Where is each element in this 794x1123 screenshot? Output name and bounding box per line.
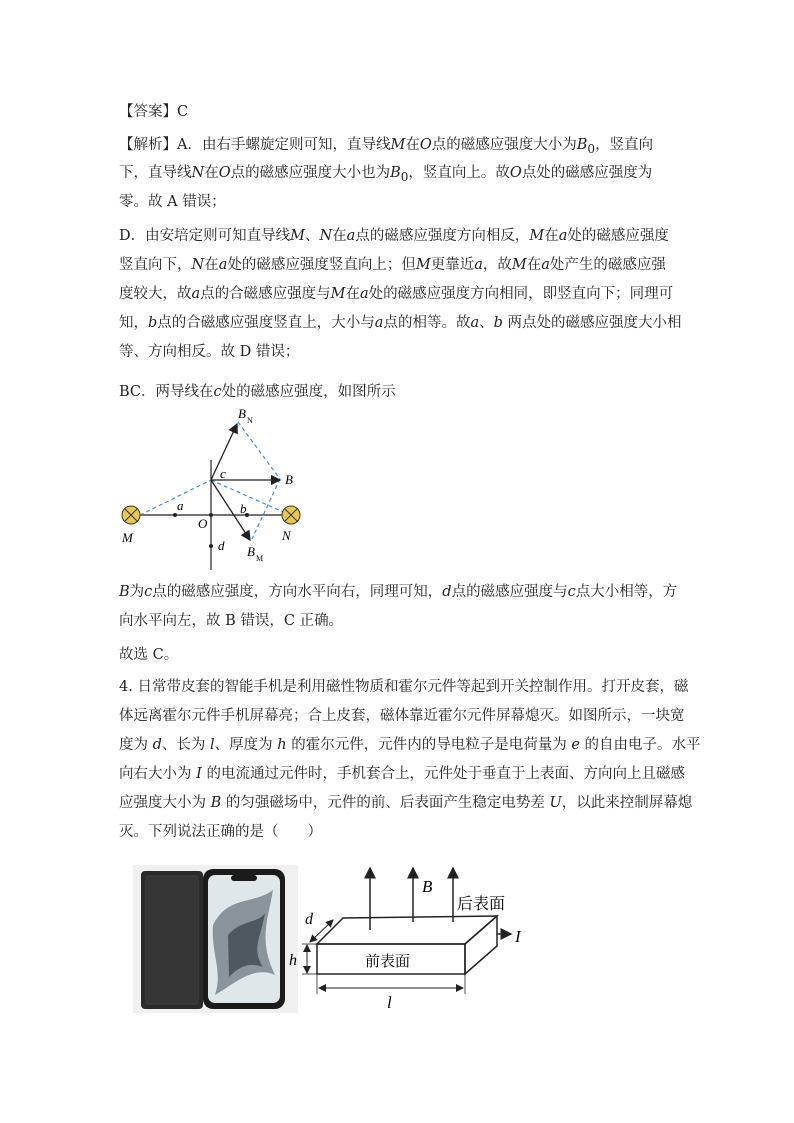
var: a — [541, 257, 550, 273]
label-b-point: b — [240, 501, 247, 516]
text: 更靠近 — [430, 257, 475, 273]
analysis-d-line3 — [119, 284, 673, 304]
text: BC．两导线在 — [119, 384, 214, 400]
text: 度为 — [119, 737, 153, 753]
var: O — [218, 165, 231, 181]
label-m: M — [122, 530, 133, 545]
label-B: B — [422, 877, 433, 896]
label-n: N — [282, 528, 291, 543]
var: e — [571, 737, 580, 753]
label-h: h — [289, 952, 297, 969]
wire-m-icon — [122, 506, 140, 524]
var: M — [415, 257, 431, 273]
text: 、 — [479, 315, 494, 331]
answer-label: 【答案】 — [119, 104, 177, 120]
var: a — [474, 257, 483, 273]
text: 点的相等。故 — [383, 315, 471, 331]
sub: 0 — [400, 169, 409, 184]
var: b — [493, 315, 503, 331]
var: U — [549, 795, 562, 811]
text: 下，直导线 — [119, 165, 192, 181]
label-bm: B — [247, 544, 255, 559]
question-line6: 灭。下列说法正确的是（ ） — [119, 824, 322, 840]
text: 在 — [526, 257, 542, 273]
text: 两点处的磁感应强度大小相 — [502, 315, 682, 331]
right-face — [465, 916, 497, 974]
point-d — [209, 544, 213, 548]
var: c — [213, 384, 222, 400]
text: 向右大小为 — [119, 766, 197, 782]
analysis-b-line2: 向水平向左，故 B 错误，C 正确。 — [119, 613, 344, 629]
text: 在 — [405, 137, 420, 153]
answer-line — [119, 102, 188, 122]
text: ，竖直向上。故 — [408, 165, 510, 181]
text: 处的磁感应强度，如图所示 — [221, 384, 396, 400]
analysis-label: 【解析】 — [119, 137, 177, 153]
text: D．由安培定则可知直导线 — [119, 228, 291, 244]
field-diagram — [110, 402, 310, 577]
text: 在 — [544, 228, 559, 244]
var: M — [390, 137, 406, 153]
var: a — [218, 257, 228, 273]
text: 的霍尔元件，元件内的导电粒子是电荷量为 — [286, 737, 572, 753]
text: 点的磁感应强度大小为 — [431, 137, 577, 153]
question-line4 — [119, 764, 685, 784]
var: a — [191, 286, 201, 302]
label-I: I — [515, 927, 521, 946]
text: 点的磁感应强度大小也为 — [230, 165, 391, 181]
text: A．由右手螺旋定则可知，直导线 — [177, 137, 391, 153]
analysis-d-line5: 等、方向相反。故 D 错误； — [119, 344, 300, 360]
analysis-bc-line — [119, 382, 396, 402]
var: N — [319, 228, 333, 244]
analysis-a-line2 — [119, 163, 652, 187]
point-a — [173, 513, 177, 517]
text: ，故 — [482, 257, 512, 273]
text: 为 — [129, 584, 145, 600]
label-bm-sub: M — [256, 554, 264, 563]
var: M — [330, 286, 346, 302]
var: a — [374, 315, 384, 331]
var: a — [558, 228, 568, 244]
var: B — [576, 137, 588, 153]
var: a — [346, 228, 356, 244]
text: 点的磁感应强度，方向水平向右，同理可知， — [152, 584, 443, 600]
label-d: d — [218, 538, 225, 553]
text: 点的合磁感应强度与 — [200, 286, 331, 302]
text: 在 — [332, 228, 347, 244]
text: 的匀强磁场中，元件的前、后表面产生稳定电势差 — [221, 795, 550, 811]
var: d — [442, 584, 452, 600]
text: 在 — [204, 165, 219, 181]
var: M — [511, 257, 527, 273]
text: 度较大，故 — [119, 286, 192, 302]
var: a — [470, 315, 480, 331]
var: O — [509, 165, 522, 181]
text: 点的合磁感应强度竖直上，大小与 — [157, 315, 375, 331]
var: B — [390, 165, 401, 181]
text: 点处的磁感应强度为 — [521, 165, 653, 181]
sub: 0 — [587, 141, 596, 156]
phone-photo — [133, 865, 298, 1013]
question-line1: 4. 日常带皮套的智能手机是利用磁性物质和霍尔元件等起到开关控制作用。打开皮套，磁 — [119, 679, 689, 695]
text: 、厚度为 — [214, 737, 278, 753]
text: 、长为 — [161, 737, 211, 753]
text: 的电流通过元件时，手机套合上，元件处于垂直于上表面、方向向上且磁感 — [201, 766, 685, 782]
answer-value: C — [177, 104, 189, 120]
label-b: B — [285, 472, 293, 487]
analysis-d-line1 — [119, 226, 669, 246]
text: 的自由电子。水平 — [579, 737, 701, 753]
label-front-surface: 前表面 — [365, 952, 411, 970]
text: 处的磁感应强度 — [567, 228, 669, 244]
var: a — [360, 286, 369, 302]
text: 处的磁感应强度方向相同，即竖直向下；同理可 — [368, 286, 674, 302]
label-bn: B — [238, 406, 246, 421]
text: 竖直向下， — [119, 257, 192, 273]
label-l: l — [387, 993, 392, 1012]
var: d — [152, 737, 162, 753]
text: 点的磁感应强度与 — [451, 584, 568, 600]
text: 处的磁感应强度竖直向上；但 — [227, 257, 416, 273]
label-c: c — [220, 466, 226, 481]
label-back-surface: 后表面 — [457, 894, 506, 913]
text: 处产生的磁感应强 — [549, 257, 666, 273]
var: M — [529, 228, 545, 244]
var: I — [196, 766, 202, 782]
var: M — [290, 228, 305, 244]
text: 在 — [204, 257, 219, 273]
dashed-line-bn-b — [238, 422, 280, 479]
conclusion: 故选 C。 — [119, 647, 179, 663]
text: 点大小相等，方 — [575, 584, 678, 600]
text: ，竖直向 — [595, 137, 654, 153]
text: 点的磁感应强度方向相反， — [355, 228, 530, 244]
analysis-d-line4 — [119, 313, 682, 333]
text: ，以此来控制屏幕熄 — [561, 795, 693, 811]
analysis-d-line2 — [119, 255, 666, 275]
var: O — [419, 137, 432, 153]
analysis-a-line1 — [119, 135, 653, 159]
wire-n-icon — [282, 506, 300, 524]
text: 、 — [304, 228, 320, 244]
var: N — [191, 165, 205, 181]
var: B — [119, 584, 130, 600]
var: h — [277, 737, 287, 753]
question-line2: 体远离霍尔元件手机屏幕亮；合上皮套，磁体靠近霍尔元件屏幕熄灭。如图所示，一块宽 — [119, 708, 685, 724]
text: 应强度大小为 — [119, 795, 211, 811]
label-bn-sub: N — [247, 416, 253, 425]
analysis-b-line1 — [119, 582, 677, 602]
label-d: d — [305, 911, 313, 928]
var: l — [210, 737, 215, 753]
point-o — [209, 513, 213, 517]
var: b — [148, 315, 158, 331]
text: 在 — [345, 286, 361, 302]
hall-element-figure — [285, 862, 540, 1017]
dashed-line-m-c — [140, 480, 211, 515]
label-o: O — [198, 516, 208, 531]
text: 知， — [119, 315, 148, 331]
question-line3 — [119, 735, 701, 755]
question-line5 — [119, 793, 692, 813]
var: c — [144, 584, 153, 600]
var: N — [191, 257, 205, 273]
label-a: a — [177, 498, 184, 513]
var: c — [567, 584, 576, 600]
var: B — [210, 795, 222, 811]
analysis-a-line3: 零。故 A 错误； — [119, 194, 226, 210]
